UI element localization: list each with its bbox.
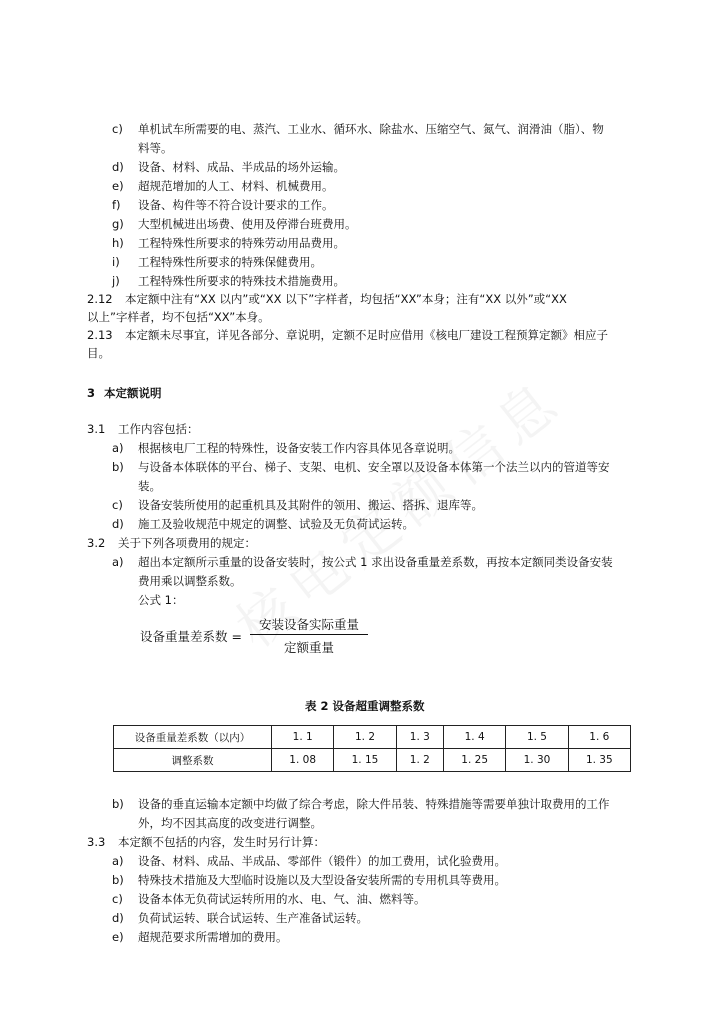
section-title: 本定额说明 bbox=[104, 386, 162, 400]
list-label: a) bbox=[112, 854, 124, 868]
table-caption: 表 2 设备超重调整系数 bbox=[305, 699, 425, 713]
formula-denominator: 定额重量 bbox=[283, 640, 334, 655]
list-label: j) bbox=[112, 274, 120, 288]
list-label: d) bbox=[112, 911, 124, 925]
list-label: c) bbox=[112, 892, 123, 906]
list-label: c) bbox=[112, 122, 123, 136]
formula-lhs: 设备重量差系数 = bbox=[140, 629, 242, 644]
table-cell: 1. 6 bbox=[568, 726, 630, 749]
adjustment-table bbox=[113, 725, 631, 772]
table-cell: 设备重量差系数（以内） bbox=[114, 726, 272, 749]
table-row bbox=[114, 726, 631, 749]
list-text: 特殊技术措施及大型临时设施以及大型设备安装所需的专用机具等费用。 bbox=[138, 873, 506, 887]
list-text: 设备、材料、成品、半成品、零部件（锻件）的加工费用，试化验费用。 bbox=[138, 854, 506, 868]
table-cell: 1. 4 bbox=[443, 726, 505, 749]
list-text: 与设备本体联体的平台、梯子、支架、电机、安全罩以及设备本体第一个法兰以内的管道等安 bbox=[138, 460, 610, 474]
formula-numerator: 安装设备实际重量 bbox=[258, 617, 359, 632]
list-label: b) bbox=[112, 460, 124, 474]
list-label: f) bbox=[112, 198, 121, 212]
table-cell: 1. 25 bbox=[443, 749, 505, 772]
list-label: a) bbox=[112, 441, 124, 455]
table-cell: 1. 15 bbox=[334, 749, 396, 772]
list-text: 设备安装所使用的起重机具及其附件的领用、搬运、搭拆、退库等。 bbox=[138, 498, 483, 512]
list-label: g) bbox=[112, 217, 124, 231]
list-label: e) bbox=[112, 930, 124, 944]
list-text: 工程特殊性所要求的特殊劳动用品费用。 bbox=[138, 236, 345, 250]
list-text: 超规范增加的人工、材料、机械费用。 bbox=[138, 179, 334, 193]
list-label: a) bbox=[112, 555, 124, 569]
list-label: h) bbox=[112, 236, 124, 250]
clause-text: 工作内容包括： bbox=[118, 422, 199, 436]
list-label: b) bbox=[112, 873, 124, 887]
clause-text-cont: 目。 bbox=[87, 346, 110, 360]
list-text: 设备的垂直运输本定额中均做了综合考虑，除大件吊装、特殊措施等需要单独计取费用的工作 bbox=[138, 797, 610, 811]
table-cell: 1. 08 bbox=[272, 749, 334, 772]
clause-text-cont: 以上”字样者，均不包括“XX”本身。 bbox=[87, 310, 270, 324]
list-text: 负荷试运转、联合试运转、生产准备试运转。 bbox=[138, 911, 368, 925]
table-cell: 1. 1 bbox=[272, 726, 334, 749]
list-text: 超规范要求所需增加的费用。 bbox=[138, 930, 288, 944]
table-cell: 1. 5 bbox=[506, 726, 568, 749]
list-label: i) bbox=[112, 255, 120, 269]
list-text-cont: 料等。 bbox=[138, 141, 173, 155]
clause-number: 2.12 bbox=[87, 292, 113, 306]
list-text-cont: 费用乘以调整系数。 bbox=[138, 574, 242, 588]
list-text: 设备、构件等不符合设计要求的工作。 bbox=[138, 198, 334, 212]
clause-text: 本定额不包括的内容，发生时另行计算： bbox=[118, 835, 325, 849]
list-text-cont: 外，均不因其高度的改变进行调整。 bbox=[138, 816, 322, 830]
table-row bbox=[114, 749, 631, 772]
clause-text: 本定额中注有“XX 以内”或“XX 以下”字样者，均包括“XX”本身；注有“XX 以外”或“XX bbox=[125, 292, 567, 306]
table-cell: 1. 30 bbox=[506, 749, 568, 772]
list-label: d) bbox=[112, 160, 124, 174]
list-text: 设备、材料、成品、半成品的场外运输。 bbox=[138, 160, 345, 174]
clause-number: 3.3 bbox=[87, 835, 106, 849]
clause-text: 关于下列各项费用的规定： bbox=[118, 536, 256, 550]
table-cell: 1. 3 bbox=[396, 726, 443, 749]
list-label: d) bbox=[112, 517, 124, 531]
list-text-cont: 装。 bbox=[138, 479, 161, 493]
list-label: e) bbox=[112, 179, 124, 193]
table-cell: 1. 2 bbox=[396, 749, 443, 772]
list-text: 单机试车所需要的电、蒸汽、工业水、循环水、除盐水、压缩空气、氮气、润滑油（脂）、物 bbox=[138, 122, 604, 136]
table-cell: 1. 2 bbox=[334, 726, 396, 749]
list-text: 大型机械进出场费、使用及停滞台班费用。 bbox=[138, 217, 357, 231]
fraction-bar bbox=[250, 634, 368, 635]
formula-label: 公式 1： bbox=[138, 593, 184, 607]
list-text: 设备本体无负荷试运转所用的水、电、气、油、燃料等。 bbox=[138, 892, 426, 906]
list-text: 工程特殊性所要求的特殊保健费用。 bbox=[138, 255, 322, 269]
list-text: 工程特殊性所要求的特殊技术措施费用。 bbox=[138, 274, 345, 288]
list-text: 超出本定额所示重量的设备安装时，按公式 1 求出设备重量差系数，再按本定额同类设备安装 bbox=[138, 555, 613, 569]
clause-number: 3.2 bbox=[87, 536, 106, 550]
section-number: 3 bbox=[87, 386, 96, 400]
clause-number: 2.13 bbox=[87, 328, 113, 342]
list-text: 施工及验收规范中规定的调整、试验及无负荷试运转。 bbox=[138, 517, 414, 531]
list-text: 根据核电厂工程的特殊性，设备安装工作内容具体见各章说明。 bbox=[138, 441, 460, 455]
clause-text: 本定额未尽事宜，详见各部分、章说明，定额不足时应借用《核电厂建设工程预算定额》相应子 bbox=[125, 328, 608, 342]
list-label: b) bbox=[112, 797, 124, 811]
list-label: c) bbox=[112, 498, 123, 512]
table-cell: 调整系数 bbox=[114, 749, 272, 772]
table-cell: 1. 35 bbox=[568, 749, 630, 772]
clause-number: 3.1 bbox=[87, 422, 106, 436]
